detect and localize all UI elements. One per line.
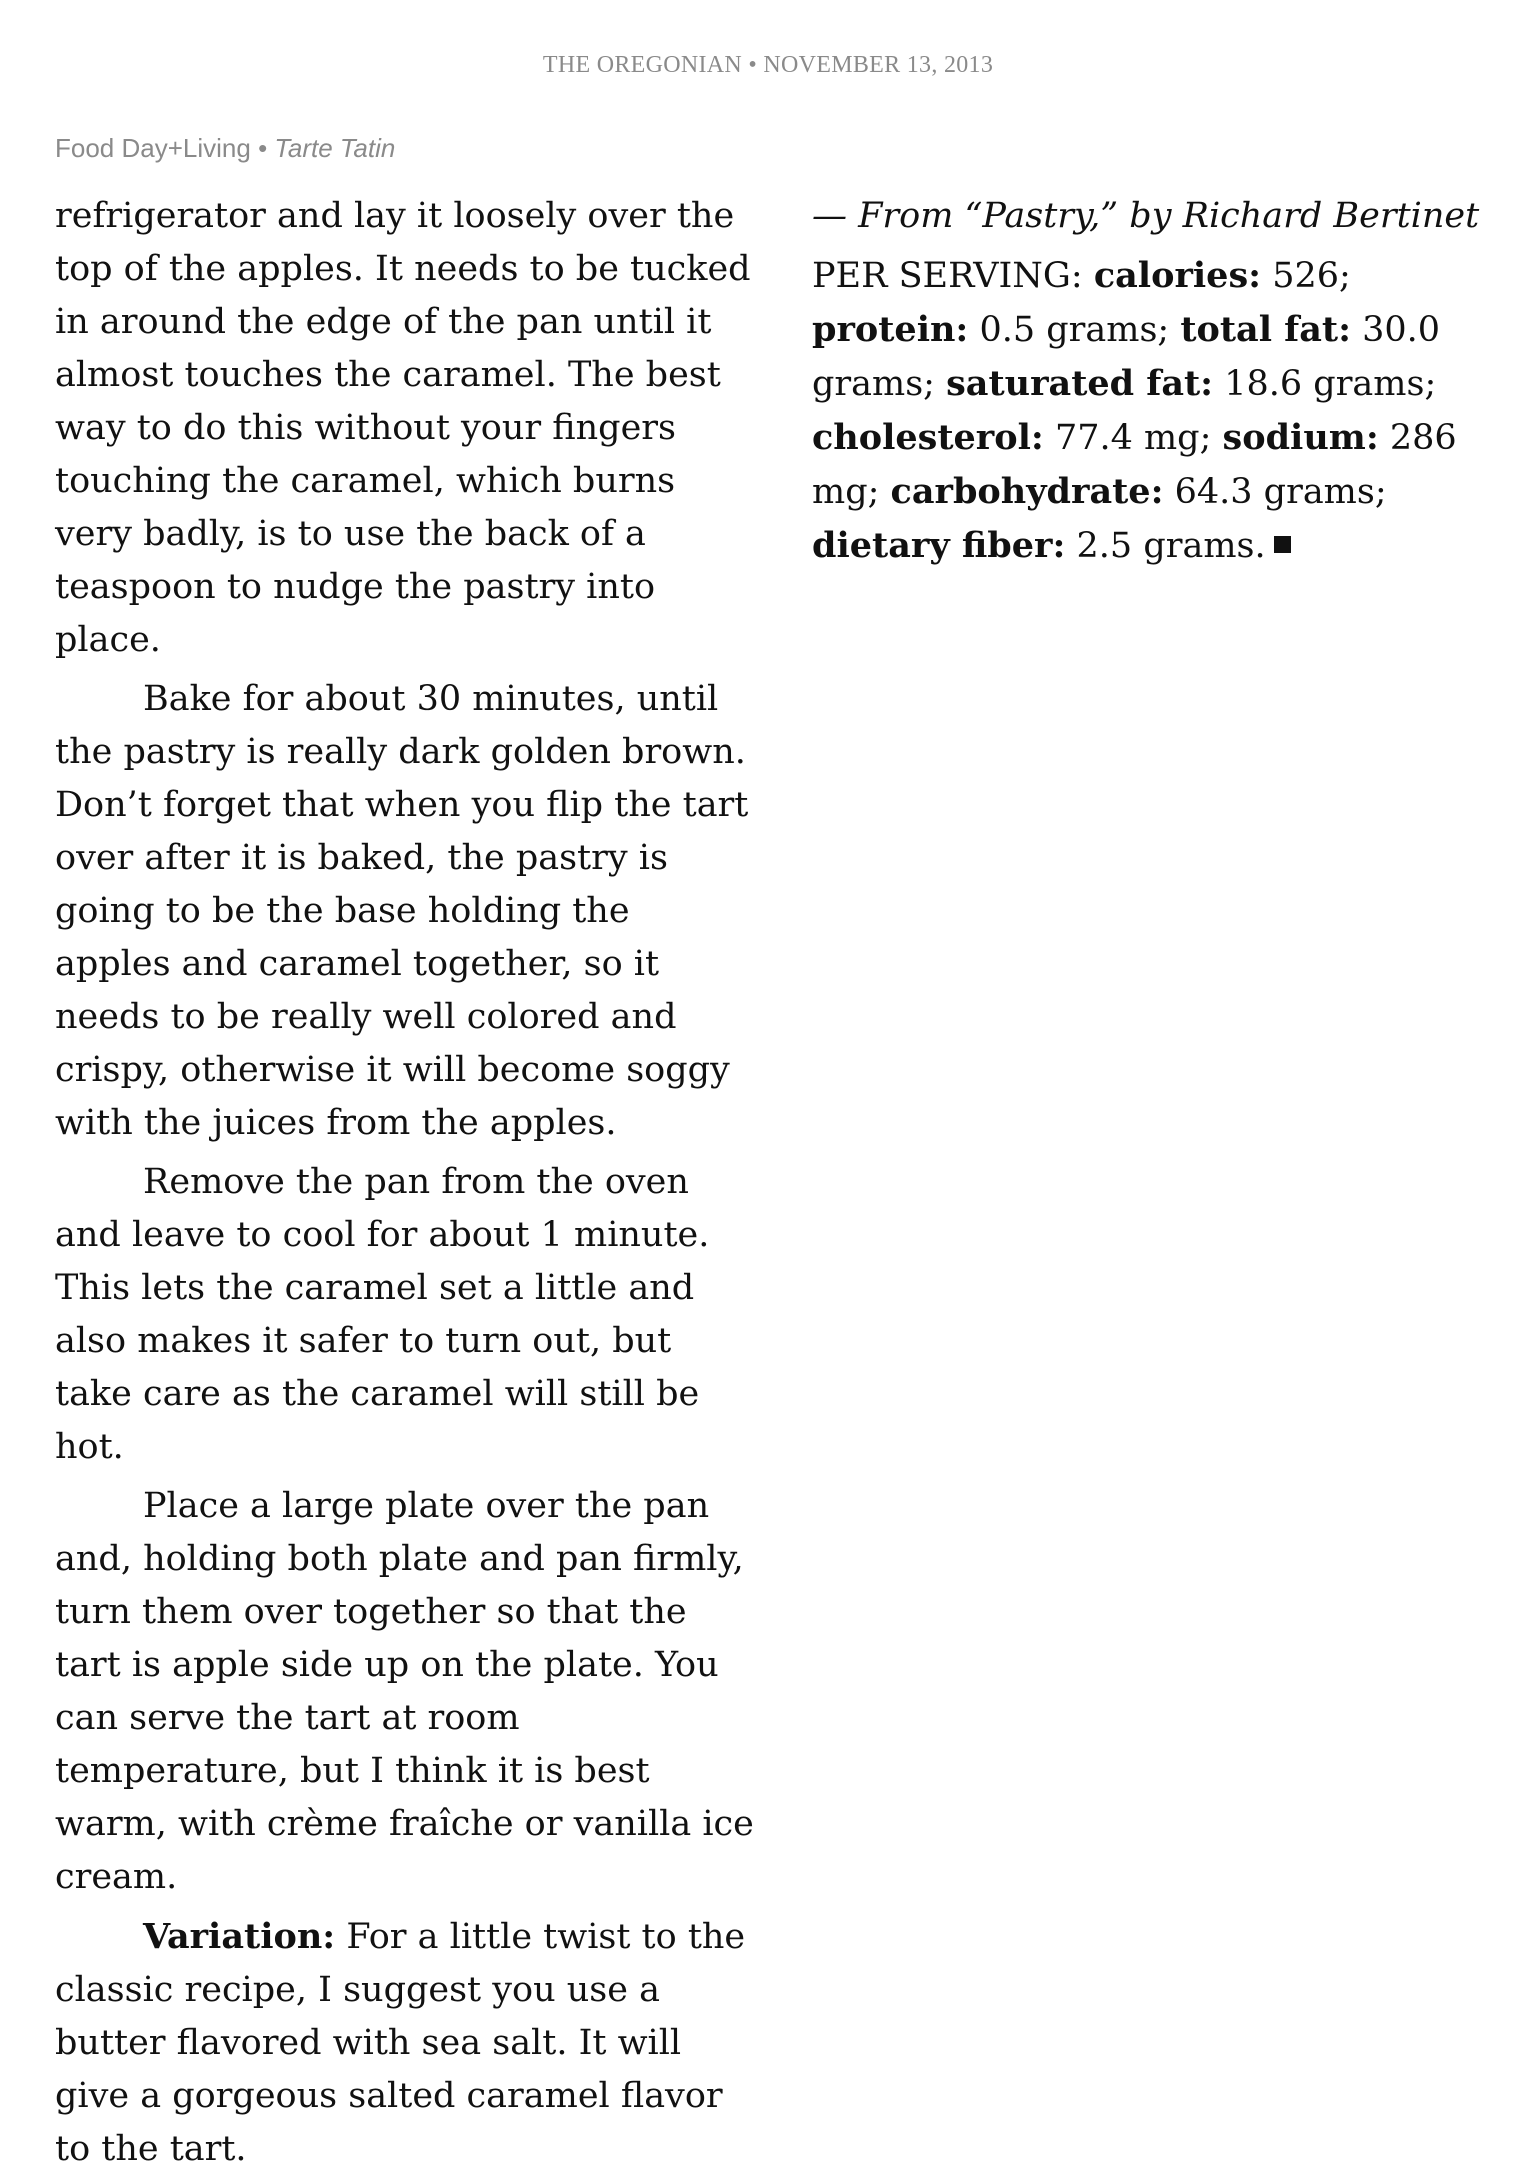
body-paragraph-1: refrigerator and lay it loosely over the top of the apples. It needs to be tucked in around the edge of the pan until it almost touches the caramel. The best way to do this without your fingers touching the caramel, which burns very badly, is to use the back of a teaspoon to nudge the pastry into place. [55, 196, 751, 660]
article-body-column [55, 190, 755, 2182]
total-fat-label: total fat: [1180, 309, 1352, 350]
cholesterol-label: cholesterol: [812, 417, 1044, 458]
carbohydrate-label: carbohydrate: [890, 471, 1164, 512]
section-line [55, 133, 395, 164]
variation-paragraph [55, 1910, 755, 2176]
section-name: Food Day+Living [55, 133, 251, 163]
variation-text: For a little twist to the classic recipe, I suggest you use a butter flavored with sea salt. It will give a gorgeous salted caramel flavor to the tart. [55, 1917, 746, 2169]
protein-label: protein: [812, 309, 969, 350]
masthead: THE OREGONIAN • NOVEMBER 13, 2013 [542, 52, 994, 78]
end-mark-icon [1274, 536, 1291, 553]
cholesterol-value: 77.4 mg; [1043, 418, 1223, 458]
sodium-value: 286 mg; [812, 418, 1457, 512]
nutrition-info [812, 249, 1492, 573]
sodium-label: sodium: [1222, 417, 1379, 458]
body-paragraph-3: Remove the pan from the oven and leave to cool for about 1 minute. This lets the caramel set a little and also makes it safer to turn out, but take care as the caramel will still be hot. [55, 1162, 710, 1467]
section-separator: • [250, 133, 275, 163]
total-fat-value: 30.0 grams; [812, 310, 1441, 404]
per-serving-label: PER SERVING: [812, 256, 1094, 296]
sidebar-column [812, 190, 1492, 579]
dietary-fiber-label: dietary fiber: [812, 525, 1066, 566]
carbohydrate-value: 64.3 grams; [1163, 472, 1387, 512]
calories-label: calories: [1093, 255, 1262, 296]
article-title: Tarte Tatin [274, 133, 396, 163]
body-paragraph-2: Bake for about 30 minutes, until the pastry is really dark golden brown. Don’t forget that when you flip the tart over after it is baked, the pastry is going to be the base holding the apples and caramel together, so it needs to be really well colored and crispy, otherwise it will become soggy with the juices from the apples. [55, 679, 749, 1143]
calories-value: 526; [1261, 256, 1351, 296]
saturated-fat-label: saturated fat: [946, 363, 1214, 404]
protein-value: 0.5 grams; [968, 310, 1181, 350]
variation-label: Variation: [143, 1916, 336, 1957]
body-paragraph-4: Place a large plate over the pan and, holding both plate and pan firmly, turn them over together so that the tart is apple side up on the plate. You can serve the tart at room temperature, but I think it is best warm, with crème fraîche or vanilla ice cream. [55, 1486, 754, 1897]
source-credit: — From “Pastry,” by Richard Bertinet [812, 196, 1480, 236]
dietary-fiber-value: 2.5 grams. [1065, 526, 1266, 566]
saturated-fat-value: 18.6 grams; [1213, 364, 1437, 404]
